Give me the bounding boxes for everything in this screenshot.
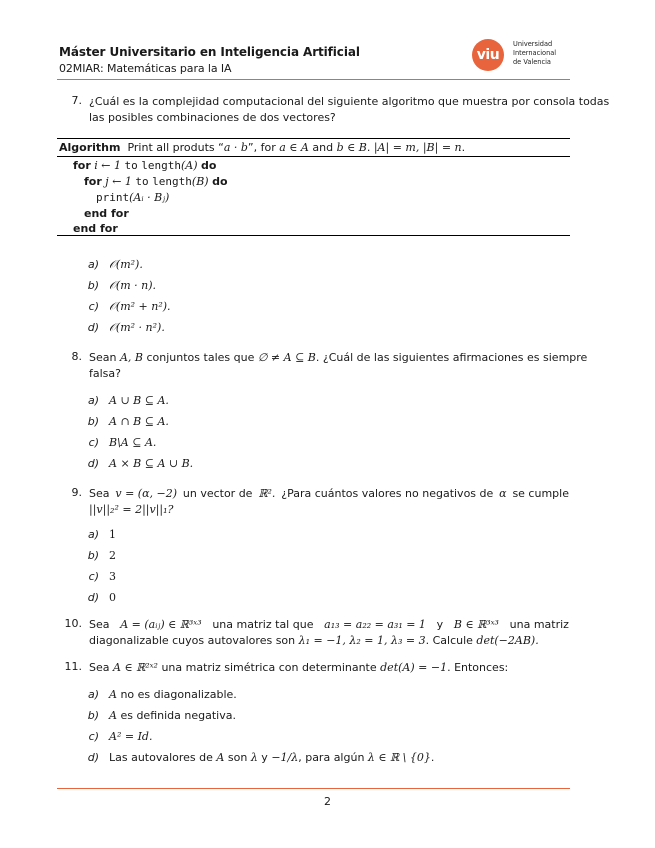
- question-10-text-line-1: Sea A = (aᵢⱼ) ∈ ℝ³ˣ³ una matriz tal que a₁₃ = a₂₂ = a₃₁ = 1 y B ∈ ℝ³ˣ³ una matriz: [89, 618, 569, 631]
- logo-mark: viu: [472, 39, 504, 71]
- q8-option-c: c) B\A ⊆ A.: [88, 436, 157, 449]
- q7-option-d: d) 𝒪(m² · n²).: [87, 321, 165, 334]
- algorithm-bottom-rule: [57, 235, 570, 236]
- q9-option-a: a) 1: [87, 528, 116, 541]
- question-7-text-line-1: ¿Cuál es la complejidad computacional del siguiente algoritmo que muestra por consola todas: [89, 95, 610, 108]
- q7-option-b: b) 𝒪(m · n).: [87, 279, 157, 292]
- question-7-text-line-2: las posibles combinaciones de dos vectores?: [89, 111, 336, 124]
- q11-option-b: b) A es definida negativa.: [87, 709, 236, 722]
- q9-option-d: d) 0: [87, 591, 116, 604]
- algorithm-mid-rule: [57, 156, 570, 157]
- q7-option-c: c) 𝒪(m² + n²).: [88, 300, 171, 313]
- q9-option-c: c) 3: [88, 570, 116, 583]
- q11-option-a: a) A no es diagonalizable.: [87, 688, 237, 701]
- question-9-text-line-2: ||v||₂² = 2||v||₁?: [89, 503, 174, 516]
- header-title: Máster Universitario en Inteligencia Artificial: [59, 45, 360, 59]
- question-9-number: 9.: [71, 486, 82, 499]
- question-8-text-line-2: falsa?: [89, 367, 121, 380]
- algorithm-block: [57, 138, 570, 235]
- header-divider: [57, 79, 570, 80]
- header-course: 02MIAR: Matemáticas para la IA: [59, 62, 232, 75]
- university-logo: [472, 39, 572, 71]
- q11-option-c: c) A² = Id.: [88, 730, 153, 743]
- logo-line-3: de Valencia: [513, 58, 551, 66]
- question-8-text-line-1: Sean A, B conjuntos tales que ∅ ≠ A ⊆ B. ¿Cuál de las siguientes afirmaciones es siempre: [89, 351, 588, 364]
- question-10-text-line-2: diagonalizable cuyos autovalores son λ₁ = −1, λ₂ = 1, λ₃ = 3. Calcule det(−2AB).: [89, 634, 539, 647]
- q8-option-a: a) A ∪ B ⊆ A.: [87, 394, 169, 407]
- question-9-text-line-1: Sea v = (α, −2) un vector de ℝ². ¿Para cuántos valores no negativos de α se cumple: [89, 487, 569, 500]
- algorithm-line-for-j: for j ← 1 to length(B) do: [84, 175, 228, 188]
- q8-option-d: d) A × B ⊆ A ∪ B.: [87, 457, 194, 470]
- question-11-number: 11.: [64, 660, 82, 673]
- algorithm-caption: Algorithm Print all produts “a · b”, for a ∈ A and b ∈ B. |A| = m, |B| = n.: [59, 141, 466, 154]
- question-8-number: 8.: [71, 350, 82, 363]
- page-number: 2: [324, 795, 331, 808]
- algorithm-line-print: print(Aᵢ · Bⱼ): [96, 191, 170, 204]
- algorithm-top-rule: [57, 138, 570, 139]
- logo-line-1: Universidad: [513, 40, 553, 48]
- footer-divider: [57, 788, 570, 789]
- logo-line-2: Internacional: [513, 49, 557, 57]
- q8-option-b: b) A ∩ B ⊆ A.: [87, 415, 169, 428]
- question-10-number: 10.: [64, 617, 82, 630]
- algorithm-line-end-for-inner: end for: [84, 207, 129, 220]
- q7-option-a: a) 𝒪(m²).: [87, 258, 143, 271]
- question-11-text-line-1: Sea A ∈ ℝ²ˣ² una matriz simétrica con determinante det(A) = −1. Entonces:: [89, 661, 509, 674]
- question-7-number: 7.: [71, 94, 82, 107]
- q9-option-b: b) 2: [87, 549, 116, 562]
- algorithm-line-end-for-outer: end for: [73, 222, 118, 235]
- algorithm-line-for-i: for i ← 1 to length(A) do: [73, 159, 217, 172]
- q11-option-d: d) Las autovalores de A son λ y −1/λ, para algún λ ∈ ℝ \ {0}.: [87, 751, 435, 764]
